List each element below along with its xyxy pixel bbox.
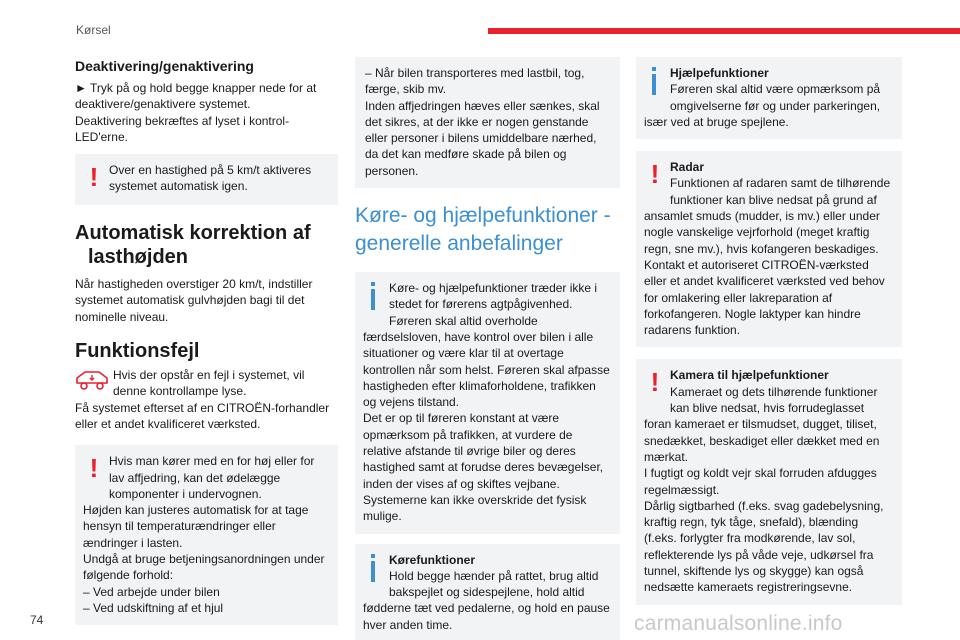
info-box-driving <box>355 544 620 640</box>
deactivation-heading: Deaktivering/genaktivering <box>75 58 254 74</box>
info-box-general <box>355 272 620 533</box>
info-text: Hold begge hænder på rattet, brug altid bakspejlet og sidespejlene, hold altid fødderne tæt ved pedalerne, og hold en pause hver anden time. <box>363 568 610 632</box>
warning-box-continued <box>355 57 620 188</box>
column-3 <box>636 52 902 613</box>
warning-line: Kontakt et autoriseret CITROËN-værksted eller et andet kvalificeret værksted ved behov for omlakering eller lakreparation af forkofangeren. Nogle laktyper kan hindre radarens funktion. <box>644 257 885 338</box>
info-text: Føreren skal altid være opmærksom på omgivelserne før og under parkeringen, især ved at bruge spejlene. <box>644 82 881 129</box>
warning-box-suspension <box>75 445 338 625</box>
warning-icon: ! <box>650 367 660 398</box>
warning-line: – Når bilen transporteres med lastbil, tog, færge, skib mv. <box>365 66 585 97</box>
fault-lamp-text: Hvis der opstår en fejl i systemet, vil denne kontrollampe lyse. <box>113 368 305 399</box>
warning-line: Funktionen af radaren samt de tilhørende funktioner kan blive nedsat på grund af ansamlet smuds (mudder, is mv.) eller under nogle vanskelige vejrforhold (meget kraftig regn, sne mv.), hvis kofangeren beskadiges. <box>644 176 891 256</box>
warning-line: – Ved udskiftning af et hjul <box>83 600 224 615</box>
warning-title: Radar <box>670 160 705 175</box>
warning-text: Over en hastighed på 5 km/t aktiveres systemet automatisk igen. <box>109 163 312 194</box>
info-line: Systemerne kan ikke overskride det fysisk mulige. <box>363 492 587 524</box>
auto-correction-text: Når hastigheden overstiger 20 km/t, indstiller systemet automatisk gulvhøjden bagi til det nominelle niveau. <box>75 277 313 324</box>
info-icon <box>363 552 385 586</box>
deactivation-confirmation: Deaktivering bekræftes af lyset i kontrol-LED'erne. <box>75 113 290 144</box>
fault-service-text: Få systemet efterset af en CITROËN-forhandler eller et andet kvalificeret værksted. <box>75 400 330 431</box>
warning-box-radar <box>636 151 902 347</box>
page-number: 74 <box>30 613 44 627</box>
warning-line: – Ved arbejde under bilen <box>83 584 220 599</box>
warning-line: Højden kan justeres automatisk for at tage hensyn til temperaturændringer eller ændringer i lasten. <box>83 503 309 550</box>
warning-box-speed <box>75 154 338 205</box>
info-line: Køre- og hjælpefunktioner træder ikke i stedet for førerens agtpågivenhed. <box>389 281 598 312</box>
warning-line: I fugtigt og koldt vejr skal forruden afdugges regelmæssigt. <box>644 466 877 497</box>
info-title: Hjælpefunktioner <box>670 66 769 80</box>
watermark-text: carmanualsonline.info <box>634 612 843 635</box>
warning-box-camera <box>636 359 902 604</box>
info-box-assistance <box>636 57 902 139</box>
info-icon <box>644 65 666 99</box>
warning-line: Dårlig sigtbarhed (f.eks. svag gadebelysning, kraftig regn, tyk tåge, snefald), blænding (f.eks. forlygter fra modkørende, lav sol, reflekterende lys på våde veje, udkørsel fra tunnel, skiftende lys og skygge) kan også nedsætte kameraets registreringsevne. <box>644 498 884 595</box>
column-1 <box>75 52 338 633</box>
deactivation-instruction: ► Tryk på og hold begge knapper nede for at deaktivere/genaktivere systemet. <box>75 81 317 112</box>
auto-correction-heading: Automatisk korrektion af lasthøjden <box>75 222 311 269</box>
header-section-label: Kørsel <box>76 23 111 37</box>
warning-line: Kameraet og dets tilhørende funktioner kan blive nedsat, hvis forrudeglasset foran kameraet er tilsmudset, dugget, tiliset, snedækket, beskadiget eller dækket med en mærkat. <box>644 384 880 464</box>
info-line: Det er op til føreren konstant at være opmærksom på trafikken, at vurdere de relative afstande til øvrige biler og deres hastighed samt at forudse deres bevægelser, inden der vises af og skiftes vejbane. <box>363 411 604 491</box>
suspension-warning-lamp-icon <box>75 368 109 392</box>
warning-title: Kamera til hjælpefunktioner <box>670 368 829 383</box>
info-line: Føreren skal altid overholde færdselsloven, have kontrol over bilen i alle situationer og være klar til at overtage kontrollen når som helst. Føreren skal afpasse hastigheden efter klimaforholdene, trafikken og vejens tilstand. <box>363 313 610 410</box>
fault-lamp-row <box>75 367 338 400</box>
fault-heading: Funktionsfejl <box>75 340 200 363</box>
warning-line: Undgå at bruge betjeningsanordningen under følgende forhold: <box>83 552 325 583</box>
warning-line: Hvis man kører med en for høj eller for lav affjedring, kan det ødelægge komponenter i undervognen. <box>109 454 315 501</box>
section-title: Køre- og hjælpefunktioner - generelle anbefalinger <box>355 204 611 256</box>
warning-icon: ! <box>89 162 99 193</box>
warning-line: Inden affjedringen hæves eller sænkes, skal det sikres, at der ikke er nogen genstande eller personer i bilens umiddelbare nærhed, da det kan medføre skade på bilen og personen. <box>365 98 600 178</box>
column-2 <box>355 52 620 640</box>
info-title: Kørefunktioner <box>389 552 476 567</box>
warning-icon: ! <box>650 159 660 190</box>
info-icon <box>363 280 385 314</box>
header-accent-bar <box>488 28 960 34</box>
warning-icon: ! <box>89 453 99 484</box>
